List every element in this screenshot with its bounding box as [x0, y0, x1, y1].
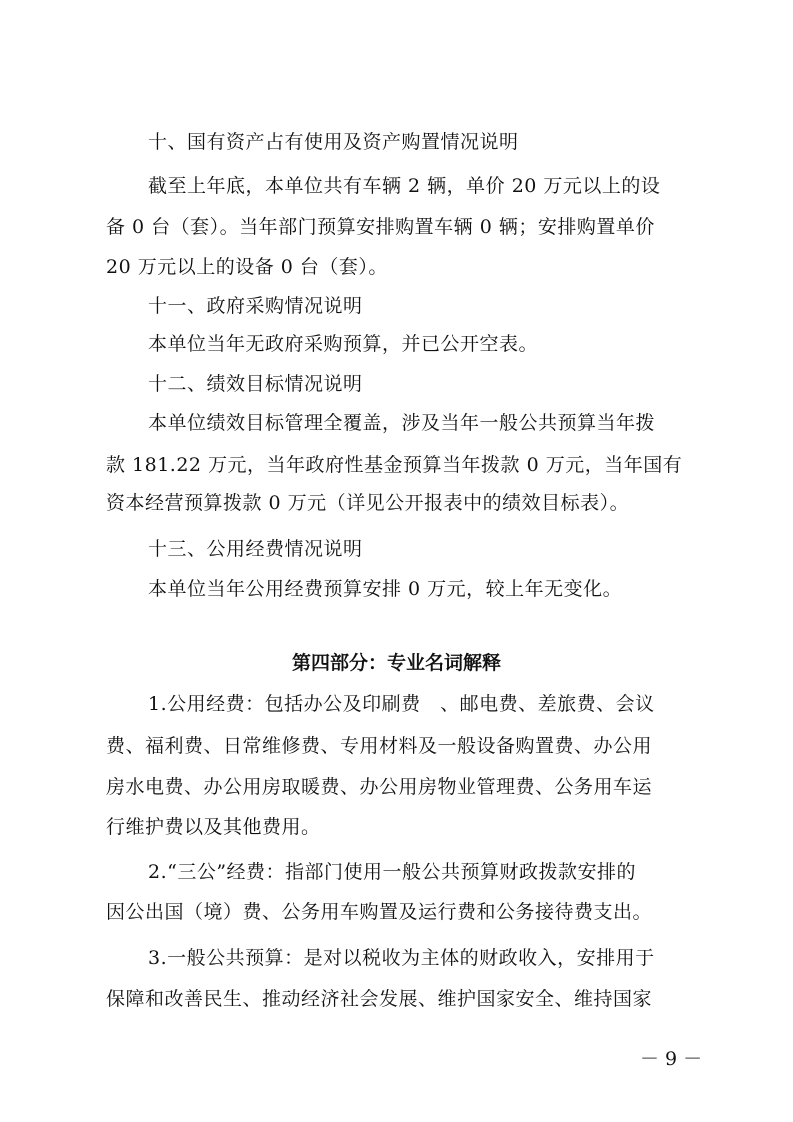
section-12-line-3: 资本经营预算拨款 0 万元（详见公开报表中的绩效目标表）。	[106, 492, 630, 514]
term-2-line-1: 2.“三公”经费：指部门使用一般公共预算财政拨款安排的	[148, 861, 637, 883]
section-11-heading: 十一、政府采购情况说明	[148, 295, 363, 317]
term-1-line-1: 1.公用经费：包括办公及印刷费 、邮电费、差旅费、会议	[148, 693, 655, 715]
section-12-heading: 十二、绩效目标情况说明	[148, 373, 363, 395]
page-number: － 9 －	[640, 1048, 703, 1070]
section-12-line-2: 款 181.22 万元，当年政府性基金预算当年拨款 0 万元，当年国有	[106, 454, 683, 476]
term-2-line-2: 因公出国（境）费、公务用车购置及运行费和公务接待费支出。	[106, 901, 653, 923]
section-11-line-1: 本单位当年无政府采购预算，并已公开空表。	[148, 333, 539, 355]
term-3-line-2: 保障和改善民生、推动经济社会发展、维护国家安全、维持国家	[106, 988, 653, 1010]
section-10-heading: 十、国有资产占有使用及资产购置情况说明	[148, 131, 519, 153]
section-10-line-3: 20 万元以上的设备 0 台（套）。	[106, 256, 388, 278]
section-13-line-1: 本单位当年公用经费预算安排 0 万元，较上年无变化。	[148, 578, 623, 600]
term-1-line-4: 行维护费以及其他费用。	[106, 816, 321, 838]
section-10-line-1-text: 截至上年底，本单位共有车辆 2 辆，单价 20 万元以上的设	[148, 175, 661, 197]
term-1-line-3: 房水电费、办公用房取暖费、办公用房物业管理费、公务用车运	[106, 776, 653, 798]
section-13-heading: 十三、公用经费情况说明	[148, 538, 363, 560]
term-3-line-1: 3.一般公共预算：是对以税收为主体的财政收入，安排用于	[148, 947, 655, 969]
section-10-line-1	[148, 171, 686, 198]
term-1-line-2: 费、福利费、日常维修费、专用材料及一般设备购置费、办公用	[106, 735, 653, 757]
section-10-line-2: 备 0 台（套）。当年部门预算安排购置车辆 0 辆；安排购置单价	[106, 216, 655, 238]
part-4-title: 第四部分：专业名词解释	[291, 652, 501, 674]
section-12-line-1: 本单位绩效目标管理全覆盖，涉及当年一般公共预算当年拨	[148, 412, 656, 434]
